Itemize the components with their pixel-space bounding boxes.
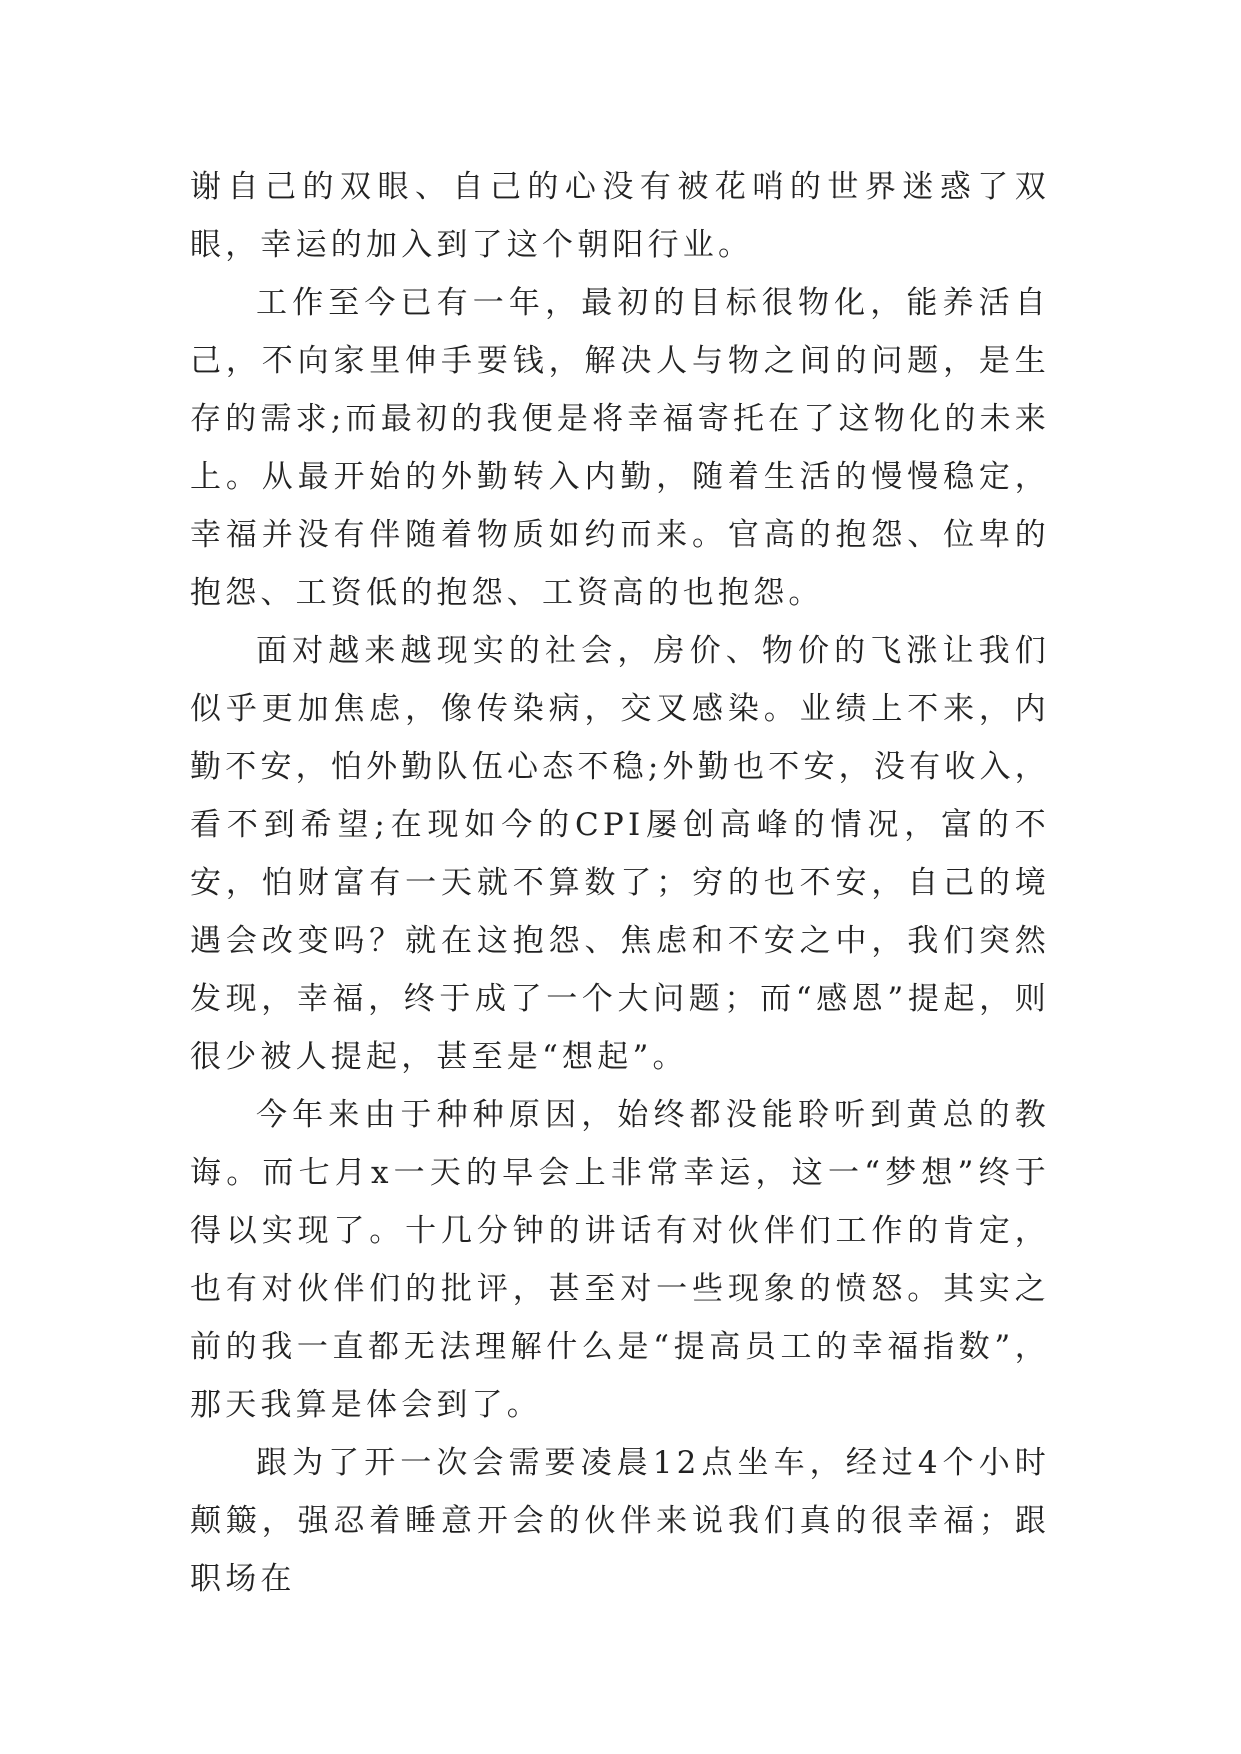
paragraph-3: 面对越来越现实的社会，房价、物价的飞涨让我们似乎更加焦虑，像传染病，交叉感染。业绩上不来，内勤不安，怕外勤队伍心态不稳;外勤也不安，没有收入，看不到希望;在现如今的CPI屡创高峰的情况，富的不安，怕财富有一天就不算数了；穷的也不安，自己的境遇会改变吗？就在这抱怨、焦虑和不安之中，我们突然发现，幸福，终于成了一个大问题；而“感恩”提起，则很少被人提起，甚至是“想起”。	[190, 633, 1050, 1075]
paragraph-5: 跟为了开一次会需要凌晨12点坐车，经过4个小时颠簸，强忍着睡意开会的伙伴来说我们真的很幸福；跟职场在	[190, 1445, 1050, 1597]
paragraph-1: 谢自己的双眼、自己的心没有被花哨的世界迷惑了双眼，幸运的加入到了这个朝阳行业。	[190, 169, 1050, 263]
paragraph-2: 工作至今已有一年，最初的目标很物化，能养活自己，不向家里伸手要钱，解决人与物之间的问题，是生存的需求;而最初的我便是将幸福寄托在了这物化的未来上。从最开始的外勤转入内勤，随着生活的慢慢稳定，幸福并没有伴随着物质如约而来。官高的抱怨、位卑的抱怨、工资低的抱怨、工资高的也抱怨。	[190, 285, 1050, 611]
document-body	[190, 158, 1050, 1608]
paragraph-4: 今年来由于种种原因，始终都没能聆听到黄总的教诲。而七月x一天的早会上非常幸运，这一“梦想”终于得以实现了。十几分钟的讲话有对伙伴们工作的肯定，也有对伙伴们的批评，甚至对一些现象的愤怒。其实之前的我一直都无法理解什么是“提高员工的幸福指数”，那天我算是体会到了。	[190, 1097, 1050, 1423]
